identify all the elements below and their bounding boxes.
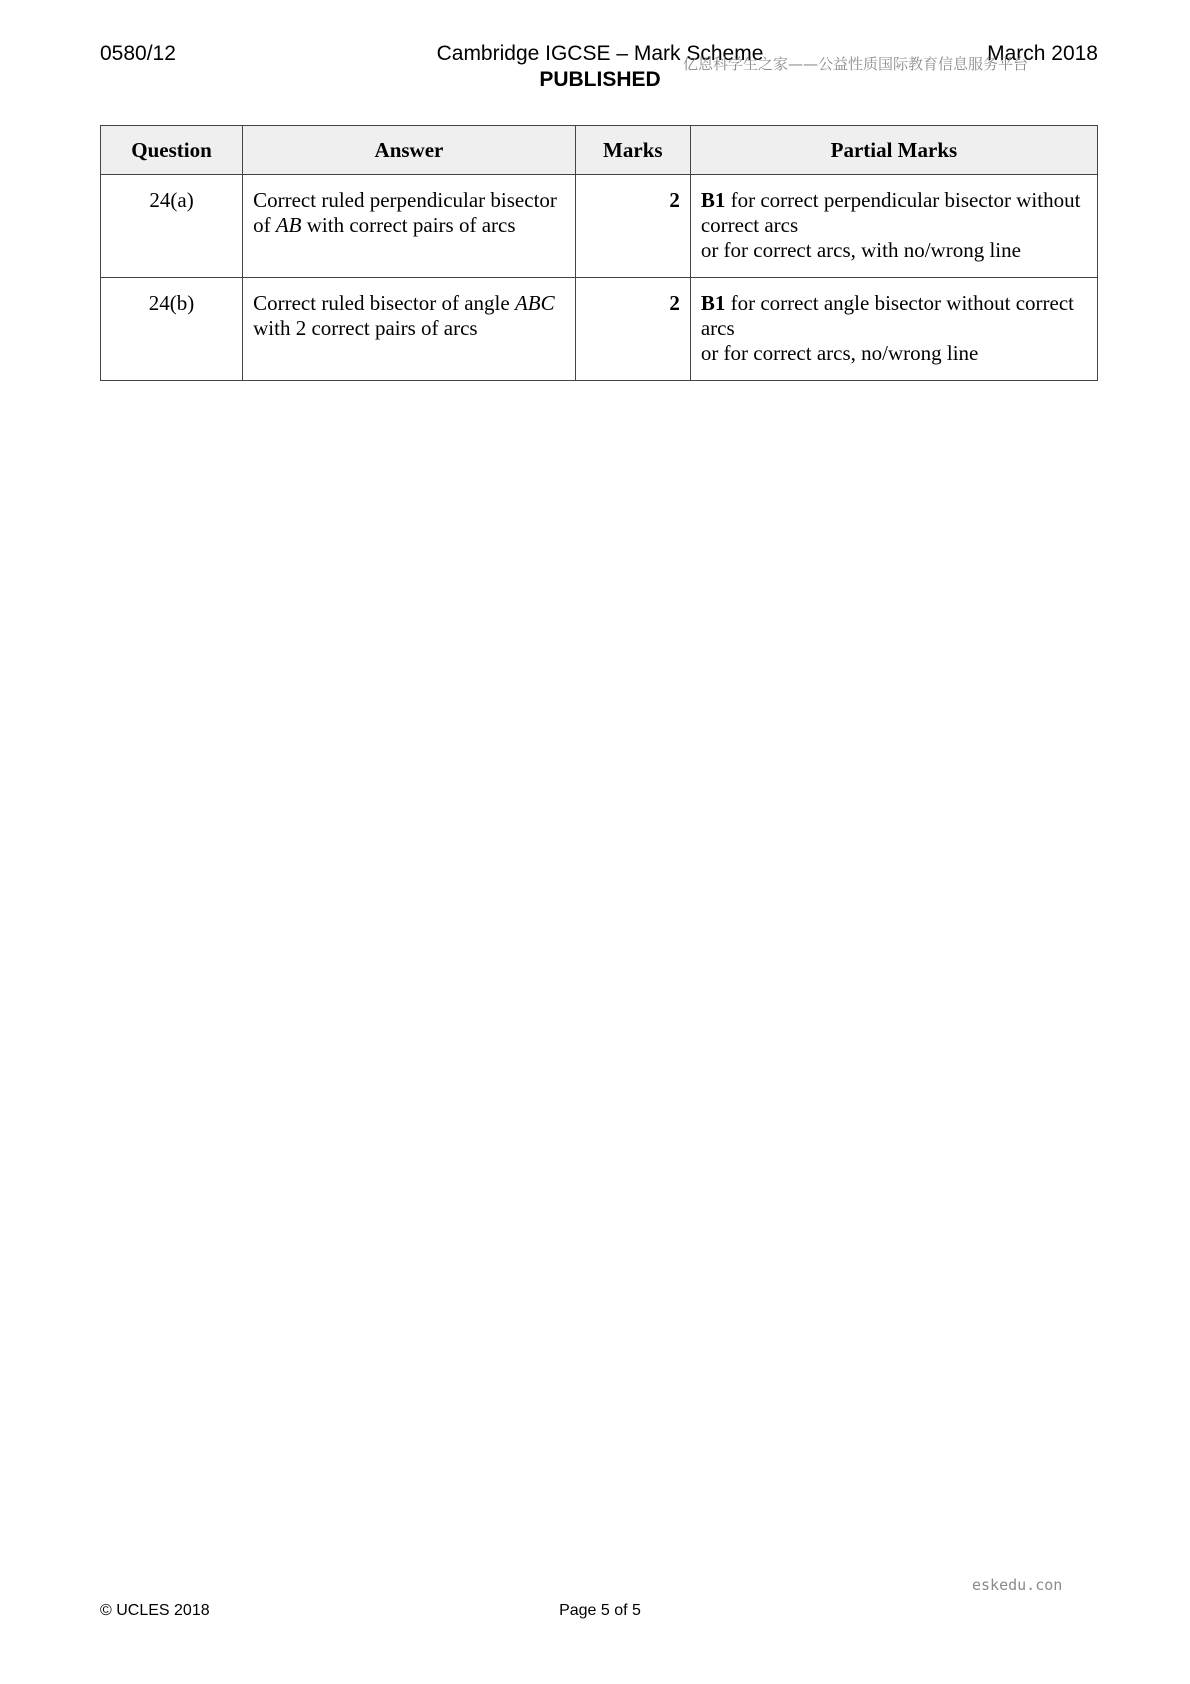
question-number: 24(b) xyxy=(101,278,243,381)
exam-date: March 2018 xyxy=(987,42,1098,65)
answer-line xyxy=(253,213,565,238)
header-partial-marks: Partial Marks xyxy=(690,126,1097,175)
mark-code: B1 xyxy=(700,291,726,315)
site-watermark: eskedu.con xyxy=(972,1576,1063,1594)
partial-marks-cell xyxy=(690,278,1097,381)
header-answer: Answer xyxy=(243,126,576,175)
header-question: Question xyxy=(101,126,243,175)
paper-code: 0580/12 xyxy=(100,42,176,65)
answer-text: Correct ruled bisector of angle xyxy=(253,291,515,315)
header-marks: Marks xyxy=(575,126,690,175)
partial-line: arcs xyxy=(700,316,735,340)
partial-text: for correct perpendicular bisector without xyxy=(725,188,1081,212)
answer-line: with 2 correct pairs of arcs xyxy=(253,316,478,340)
partial-line: or for correct arcs, with no/wrong line xyxy=(700,238,1021,262)
partial-line: or for correct arcs, no/wrong line xyxy=(700,341,979,365)
partial-line xyxy=(701,291,1087,316)
answer-cell xyxy=(243,278,576,381)
answer-text: of xyxy=(253,213,276,237)
answer-line: Correct ruled perpendicular bisector xyxy=(253,188,557,212)
marks-value: 2 xyxy=(575,278,690,381)
table-row xyxy=(101,175,1098,278)
answer-line xyxy=(253,291,565,316)
watermark-text: 亿恩科学生之家——公益性质国际教育信息服务平台 xyxy=(683,55,1029,73)
partial-line: correct arcs xyxy=(700,213,799,237)
copyright-notice: © UCLES 2018 xyxy=(100,1602,210,1619)
document-title: Cambridge IGCSE – Mark Scheme xyxy=(436,42,764,65)
page-number: Page 5 of 5 xyxy=(559,1602,641,1619)
published-label: PUBLISHED xyxy=(539,68,661,91)
mark-code: B1 xyxy=(700,188,726,212)
marks-value: 2 xyxy=(575,175,690,278)
table-header-row xyxy=(101,126,1098,175)
answer-italic-text: ABC xyxy=(514,291,555,315)
question-number: 24(a) xyxy=(101,175,243,278)
mark-scheme-table xyxy=(100,125,1098,381)
table-row xyxy=(101,278,1098,381)
answer-cell xyxy=(243,175,576,278)
answer-italic-text: AB xyxy=(275,213,302,237)
answer-text: with correct pairs of arcs xyxy=(301,213,516,237)
partial-text: for correct angle bisector without correct xyxy=(725,291,1075,315)
partial-marks-cell xyxy=(690,175,1097,278)
partial-line xyxy=(701,188,1087,213)
